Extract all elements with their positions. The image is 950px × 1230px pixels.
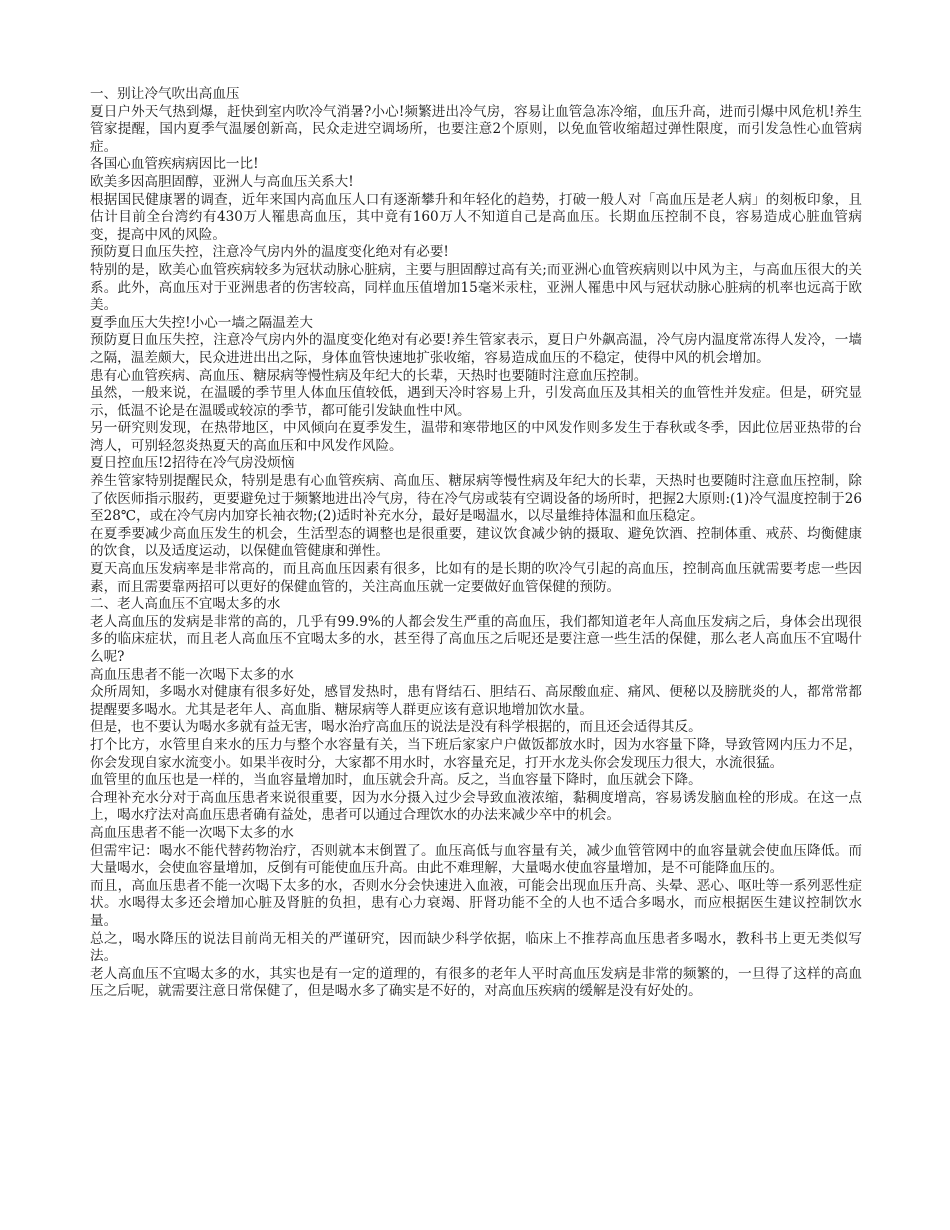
- document-page: [90, 86, 862, 1001]
- paragraph: 打个比方，水管里自来水的压力与整个水容量有关，当下班后家家户户做饭都放水时，因为水容量下降，导致管网内压力不足，你会发现自家水流变小。如果半夜时分，大家都不用水时，水容量充足，打开水龙头你会发现压力很大，水流很猛。: [90, 736, 862, 771]
- paragraph: 另一研究则发现，在热带地区，中风倾向在夏季发生，温带和寒带地区的中风发作则多发生于春秋或冬季，因此位居亚热带的台湾人，可别轻忽炎热夏天的高血压和中风发作风险。: [90, 420, 862, 454]
- paragraph: 合理补充水分对于高血压患者来说很重要，因为水分摄入过少会导致血液浓缩，黏稠度增高，容易诱发脑血栓的形成。在这一点上，喝水疗法对高血压患者确有益处，患者可以通过合理饮水的办法来减少卒中的机会。: [90, 789, 862, 824]
- subheading: 高血压患者不能一次喝下太多的水: [90, 666, 294, 683]
- paragraph: 在夏季要减少高血压发生的机会，生活型态的调整也是很重要，建议饮食减少钠的摄取、避免饮酒、控制体重、戒菸、均衡健康的饮食，以及适度运动，以保健血管健康和弹性。: [90, 525, 862, 560]
- section-heading: 二、老人高血压不宜喝太多的水: [90, 596, 281, 613]
- subheading: 夏季血压大失控!小心一墙之隔温差大: [90, 314, 313, 331]
- paragraph: 患有心血管疾病、高血压、糖尿病等慢性病及年纪大的长辈，天热时也要随时注意血压控制。: [90, 367, 648, 384]
- paragraph: 预防夏日血压失控，注意冷气房内外的温度变化绝对有必要!养生管家表示，夏日户外飙高温，冷气房内温度常冻得人发冷，一墙之隔，温差颇大，民众进进出出之际，身体血管快速地扩张收缩，容易造成血压的不稳定，使得中风的机会增加。: [90, 332, 862, 366]
- subheading: 高血压患者不能一次喝下太多的水: [90, 824, 294, 841]
- paragraph: 养生管家特别提醒民众，特别是患有心血管疾病、高血压、糖尿病等慢性病及年纪大的长辈，天热时也要随时注意血压控制，除了依医师指示服药，更要避免过于频繁地进出冷气房，待在冷气房或装有空调设备的场所时，把握2大原则:(1)冷气温度控制于26至28℃，或在冷气房内加穿长袖衣物;(2)适时补充水分，最好是喝温水，以尽量维持体温和血压稳定。: [90, 473, 862, 525]
- subheading: 各国心血管疾病病因比一比!: [90, 156, 259, 173]
- section-heading: 一、别让冷气吹出高血压: [90, 86, 240, 102]
- paragraph: 但需牢记：喝水不能代替药物治疗，否则就本末倒置了。血压高低与血容量有关，减少血管管网中的血容量就会使血压降低。而大量喝水，会使血容量增加，反倒有可能使血压升高。由此不难理解，大量喝水使血容量增加，是不可能降血压的。: [90, 842, 862, 877]
- subheading: 欧美多因高胆固醇，亚洲人与高血压关系大!: [90, 173, 354, 190]
- paragraph: 众所周知，多喝水对健康有很多好处，感冒发热时，患有肾结石、胆结石、高尿酸血症、痛风、便秘以及膀胱炎的人，都常常都提醒要多喝水。尤其是老年人、高血脂、糖尿病等人群更应该有意识地增加饮水量。: [90, 684, 862, 718]
- paragraph: 根据国民健康署的调查，近年来国内高血压人口有逐渐攀升和年轻化的趋势，打破一般人对「高血压是老人病」的刻板印象，且估计目前全台湾约有430万人罹患高血压，其中竟有160万人不知道自己是高血压。长期血压控制不良，容易造成心脏血管病变，提高中风的风险。: [90, 191, 862, 243]
- paragraph: 而且，高血压患者不能一次喝下太多的水，否则水分会快速进入血液，可能会出现血压升高、头晕、恶心、呕吐等一系列恶性症状。水喝得太多还会增加心脏及肾脏的负担，患有心力衰竭、肝肾功能不全的人也不适合多喝水，而应根据医生建议控制饮水量。: [90, 877, 862, 929]
- paragraph: 夏日户外天气热到爆，赶快到室内吹冷气消暑?小心!频繁进出冷气房，容易让血管急冻冷缩，血压升高，进而引爆中风危机!养生管家提醒，国内夏季气温屡创新高，民众走进空调场所，也要注意2个原则，以免血管收缩超过弹性限度，而引发急性心血管病症。: [90, 103, 862, 155]
- paragraph: 特别的是，欧美心血管疾病较多为冠状动脉心脏病，主要与胆固醇过高有关;而亚洲心血管疾病则以中风为主，与高血压很大的关系。此外，高血压对于亚洲患者的伤害较高，同样血压值增加15毫米汞柱，亚洲人罹患中风与冠状动脉心脏病的机率也远高于欧美。: [90, 261, 862, 314]
- paragraph: 总之，喝水降压的说法目前尚无相关的严谨研究，因而缺少科学依据，临床上不推荐高血压患者多喝水，教科书上更无类似写法。: [90, 930, 862, 965]
- paragraph: 老人高血压不宜喝太多的水，其实也是有一定的道理的，有很多的老年人平时高血压发病是非常的频繁的，一旦得了这样的高血压之后呢，就需要注意日常保健了，但是喝水多了确实是不好的，对高血压疾病的缓解是没有好处的。: [90, 965, 862, 1000]
- paragraph: 夏天高血压发病率是非常高的，而且高血压因素有很多，比如有的是长期的吹冷气引起的高血压，控制高血压就需要考虑一些因素，而且需要靠两招可以更好的保健血管的，关注高血压就一定要做好血管保健的预防。: [90, 561, 862, 595]
- subheading: 预防夏日血压失控，注意冷气房内外的温度变化绝对有必要!: [90, 244, 449, 261]
- paragraph: 老人高血压的发病是非常的高的，几乎有99.9%的人都会发生严重的高血压，我们都知道老年人高血压发病之后，身体会出现很多的临床症状，而且老人高血压不宜喝太多的水，甚至得了高血压之后呢还是要注意一些生活的保健，那么老人高血压不宜喝什么呢?: [90, 613, 862, 665]
- subheading: 夏日控血压!2招待在冷气房没烦恼: [90, 455, 295, 472]
- paragraph: 血管里的血压也是一样的，当血容量增加时，血压就会升高。反之，当血容量下降时，血压就会下降。: [90, 772, 702, 789]
- paragraph: 但是，也不要认为喝水多就有益无害，喝水治疗高血压的说法是没有科学根据的，而且还会适得其反。: [90, 719, 702, 736]
- paragraph: 虽然，一般来说，在温暖的季节里人体血压值较低，遇到天冷时容易上升，引发高血压及其相关的血管性并发症。但是，研究显示，低温不论是在温暖或较凉的季节，都可能引发缺血性中风。: [90, 385, 862, 419]
